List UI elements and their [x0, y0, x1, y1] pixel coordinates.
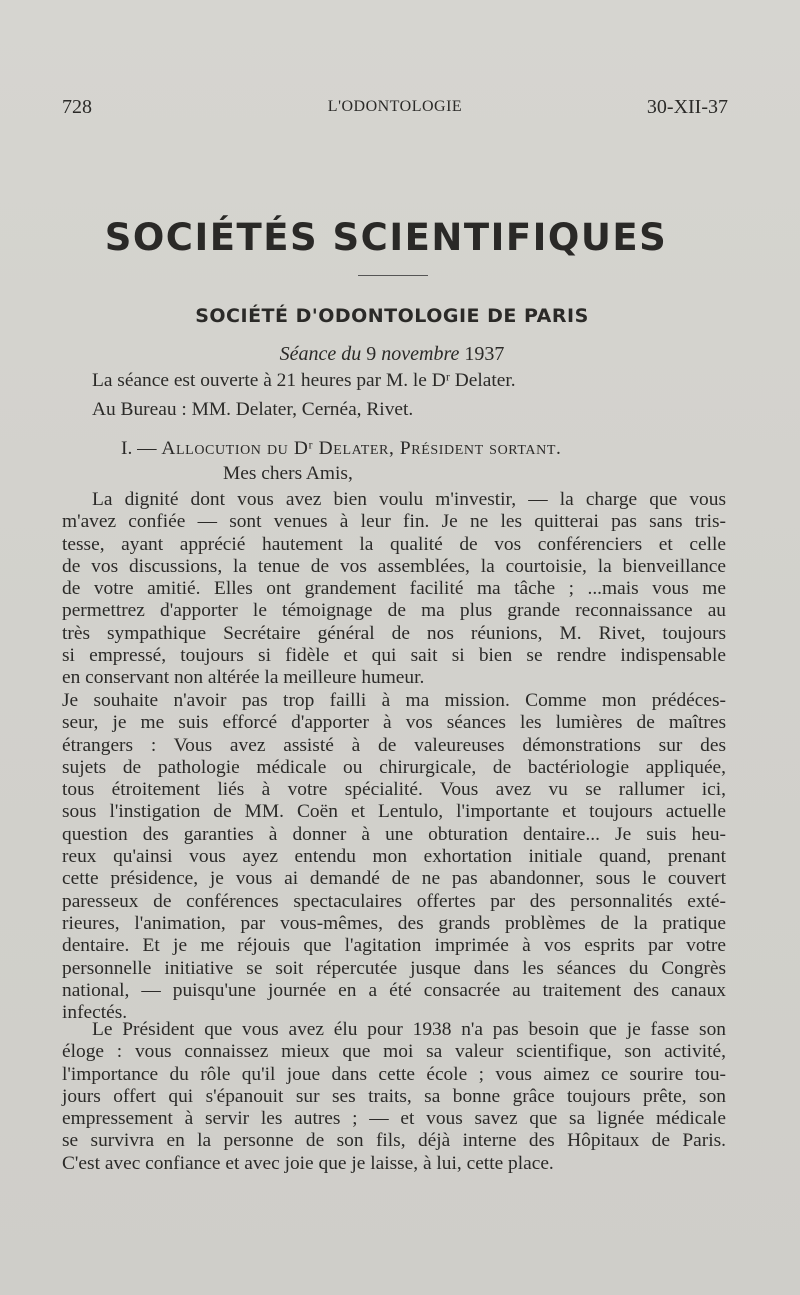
session-day: 9	[361, 343, 382, 365]
text-line: éloge : vous connaissez mieux que moi sa valeur scientifique, son activité,	[62, 1041, 726, 1063]
text-line: seur, je me suis efforcé d'apporter à vos séances les lumières de maîtres	[62, 712, 726, 734]
text-line: étrangers : Vous avez assisté à de valeureuses démonstrations sur des	[62, 734, 726, 756]
text-line: très sympathique Secrétaire général de nos réunions, M. Rivet, toujours	[62, 622, 726, 644]
text-line: tous étroitement liés à votre spécialité. Vous avez vu se rallumer ici,	[62, 779, 726, 801]
text-line: permettrez d'apporter le témoignage de ma plus grande reconnaissance au	[62, 600, 726, 622]
issue-date: 30-XII-37	[646, 96, 728, 118]
bureau-line: Au Bureau : MM. Delater, Cernéa, Rivet.	[92, 399, 414, 420]
text-line: dentaire. Et je me réjouis que l'agitation imprimée à vos esprits par votre	[62, 935, 726, 957]
session-date	[0, 343, 784, 366]
section-number: I. —	[121, 438, 162, 459]
session-year: 1937	[459, 343, 505, 365]
session-month: novembre	[381, 343, 460, 365]
text-line: empressement à servir les autres ; — et vous savez que sa lignée médicale	[62, 1108, 726, 1130]
text-line: si empressé, toujours si fidèle et qui sait si bien se rendre indispensable	[62, 645, 726, 667]
opening-line: La séance est ouverte à 21 heures par M. le Dʳ Delater.	[92, 370, 516, 391]
journal-title: L'ODONTOLOGIE	[327, 98, 463, 115]
text-line: tesse, ayant apprécié hautement la qualité de vos conférenciers et celle	[62, 533, 726, 555]
text-line: cette présidence, je vous ai demandé de ne pas abandonner, sous le couvert	[62, 868, 726, 890]
text-line: de votre amitié. Elles ont grandement facilité ma tâche ; ...mais vous me	[62, 578, 726, 600]
paragraph-3	[62, 1019, 726, 1175]
text-line: C'est avec confiance et avec joie que je laisse, à lui, cette place.	[62, 1152, 554, 1174]
society-heading: SOCIÉTÉ D'ODONTOLOGIE DE PARIS	[195, 305, 589, 327]
paragraph-2	[62, 690, 726, 1024]
text-line: infectés.	[62, 1002, 128, 1024]
running-head	[62, 96, 728, 126]
text-line: personnelle initiative se soit répercutée jusque dans les séances du Congrès	[62, 957, 726, 979]
paragraph-1	[62, 489, 726, 690]
text-line: sous l'instigation de MM. Coën et Lentulo, l'importante et toujours actuelle	[62, 801, 726, 823]
page-number: 728	[62, 96, 92, 118]
text-line: jours offert qui s'épanouit sur ses traits, sa bonne grâce toujours prête, son	[62, 1085, 726, 1107]
text-line: national, — puisqu'une journée en a été consacrée au traitement des canaux	[62, 979, 726, 1001]
text-line: rieures, l'animation, par vous-mêmes, des grands problèmes de la pratique	[62, 912, 726, 934]
text-line: Le Président que vous avez élu pour 1938 n'a pas besoin que je fasse son	[92, 1019, 726, 1040]
section-heading	[121, 438, 761, 460]
text-line: sujets de pathologie médicale ou chirurgicale, de bactériologie appliquée,	[62, 756, 726, 778]
text-line: La dignité dont vous avez bien voulu m'investir, — la charge que vous	[92, 489, 726, 510]
section-title: Allocution du Dʳ Delater, Président sortant.	[161, 438, 562, 459]
text-line: reux qu'ainsi vous ayez entendu mon exhortation initiale quand, prenant	[62, 846, 726, 868]
text-line: m'avez confiée — sont venues à leur fin. Je ne les quitterai pas sans tris-	[62, 511, 726, 533]
text-line: se survivra en la personne de son fils, déjà interne des Hôpitaux de Paris.	[62, 1130, 726, 1152]
text-line: de vos discussions, la tenue de vos assemblées, la courtoisie, la bienveillance	[62, 555, 726, 577]
text-line: l'importance du rôle qu'il joue dans cette école ; vous aimez ce sourire tou-	[62, 1063, 726, 1085]
text-line: Je souhaite n'avoir pas trop failli à ma mission. Comme mon prédéces-	[62, 690, 726, 711]
session-label: Séance du	[279, 343, 362, 365]
page-title: SOCIÉTÉS SCIENTIFIQUES	[104, 216, 668, 259]
text-line: en conservant non altérée la meilleure humeur.	[62, 667, 425, 689]
salutation: Mes chers Amis,	[223, 463, 353, 484]
text-line: question des garanties à donner à une obturation dentaire... Je suis heu-	[62, 823, 726, 845]
text-line: paresseux de conférences spectaculaires offertes par des personnalités exté-	[62, 890, 726, 912]
title-divider	[358, 275, 428, 276]
